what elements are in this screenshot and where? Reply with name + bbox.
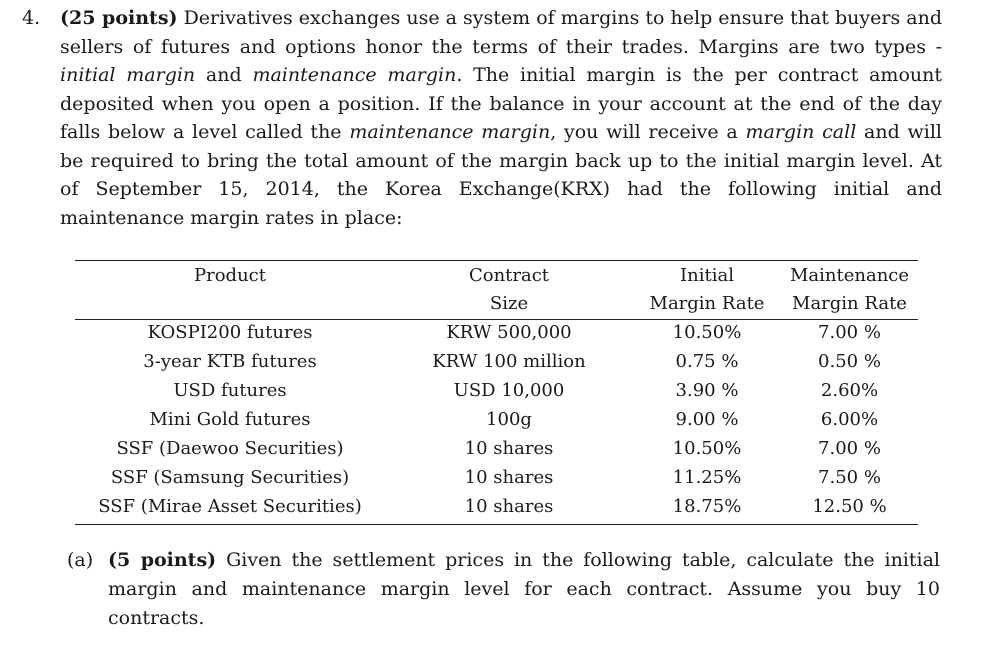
header-initial-margin-line2: Margin Rate — [649, 293, 765, 314]
header-product-line2 — [75, 290, 385, 318]
question-points: (25 points) — [60, 7, 178, 29]
subquestion-text — [108, 546, 940, 633]
cell-contract-size: 100g — [486, 409, 532, 430]
subquestion-points: (5 points) — [108, 549, 217, 571]
table-header-row-2 — [75, 290, 918, 318]
table-header-rule — [75, 319, 918, 320]
cell-maintenance-margin: 7.50 % — [818, 467, 881, 488]
cell-initial-margin: 18.75% — [672, 496, 742, 517]
table-row — [75, 318, 918, 347]
cell-contract-size: 10 shares — [464, 438, 554, 459]
table-row — [75, 434, 918, 463]
cell-maintenance-margin: 7.00 % — [818, 438, 881, 459]
cell-maintenance-margin: 2.60% — [820, 380, 879, 401]
subquestion-body: Given the settlement prices in the following table, calculate the initial margin and maintenance margin level for each contract. Assume you buy 10 contracts. — [108, 549, 940, 629]
header-maintenance-margin: Maintenance — [789, 265, 910, 286]
subquestion-a — [67, 546, 940, 633]
table-row — [75, 405, 918, 434]
question-text — [60, 4, 942, 232]
italic-term: maintenance margin — [252, 64, 457, 86]
header-product: Product — [194, 265, 266, 286]
header-contract-size: Contract — [468, 265, 550, 286]
question-body — [60, 7, 942, 229]
italic-term: initial margin — [60, 64, 196, 86]
italic-term: maintenance margin — [349, 121, 551, 143]
margin-rates-table — [75, 261, 918, 521]
cell-initial-margin: 10.50% — [672, 322, 742, 343]
cell-maintenance-margin: 0.50 % — [818, 351, 881, 372]
table-row — [75, 347, 918, 376]
cell-product: SSF (Daewoo Securities) — [116, 438, 344, 459]
cell-initial-margin: 11.25% — [672, 467, 742, 488]
table-row — [75, 463, 918, 492]
text-segment: , you will receive a — [550, 121, 746, 143]
header-maintenance-margin-line2: Margin Rate — [792, 293, 907, 314]
header-initial-margin: Initial — [680, 265, 734, 286]
cell-contract-size: 10 shares — [464, 496, 554, 517]
text-segment: and will be required to bring the total amount of the margin back up to the initial margin level. At of September 15, 2014, the Korea Exchange(KRX) had the following initial and maintenance margin rates in place: — [60, 121, 943, 229]
cell-product: 3-year KTB futures — [143, 351, 317, 372]
cell-initial-margin: 3.90 % — [675, 380, 739, 401]
cell-product: KOSPI200 futures — [147, 322, 313, 343]
cell-product: SSF (Mirae Asset Securities) — [98, 496, 362, 517]
table-row — [75, 492, 918, 521]
table-bottom-rule — [75, 524, 918, 525]
cell-contract-size: 10 shares — [464, 467, 554, 488]
cell-product: USD futures — [173, 380, 287, 401]
cell-maintenance-margin: 7.00 % — [818, 322, 881, 343]
cell-product: Mini Gold futures — [149, 409, 311, 430]
text-segment: and — [195, 64, 253, 86]
cell-initial-margin: 9.00 % — [675, 409, 739, 430]
cell-contract-size: USD 10,000 — [453, 380, 565, 401]
italic-term: margin call — [745, 121, 857, 143]
cell-maintenance-margin: 12.50 % — [812, 496, 887, 517]
table-row — [75, 376, 918, 405]
cell-product: SSF (Samsung Securities) — [110, 467, 350, 488]
cell-contract-size: KRW 100 million — [432, 351, 586, 372]
cell-contract-size: KRW 500,000 — [446, 322, 572, 343]
table-header-row — [75, 261, 918, 290]
cell-initial-margin: 10.50% — [672, 438, 742, 459]
text-segment: . The initial margin is the per contract amount deposited when you open a position. If the balance in your account at the end of the day falls below a level called the — [60, 64, 942, 143]
cell-maintenance-margin: 6.00% — [820, 409, 879, 430]
question-number: 4. — [22, 7, 41, 29]
text-segment: Derivatives exchanges use a system of margins to help ensure that buyers and sellers of futures and options honor the terms of their trades. Margins are two types - — [60, 7, 943, 58]
header-contract-size-line2: Size — [489, 293, 529, 314]
question-4 — [22, 4, 942, 232]
subquestion-label: (a) — [67, 549, 94, 571]
cell-initial-margin: 0.75 % — [675, 351, 739, 372]
